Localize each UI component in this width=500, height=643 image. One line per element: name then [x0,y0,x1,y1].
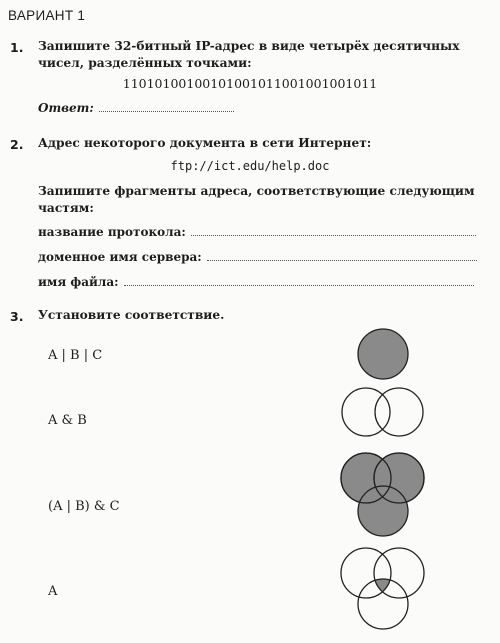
field-filename-label: имя файла: [38,275,119,289]
venn-two-circles-empty-icon [333,385,473,445]
circle-a [358,329,408,379]
task-2-instr-line-1: Запишите фрагменты адреса, соответствующие следующим [38,184,475,198]
expression-3: (A | B) & C [48,499,120,514]
task-2-number: 2. [10,137,24,152]
answer-field[interactable] [99,111,234,112]
task-1-line-2: чисел, разделённых точками: [38,56,252,70]
field-protocol-label: название протокола: [38,225,186,239]
binary-ip: 11010100100101001011001001001011 [122,76,378,91]
circle-a [342,388,390,436]
venn-three-circles-union-filled-icon [333,448,473,548]
field-filename-input[interactable] [124,285,474,286]
expression-1: A | B | C [48,348,103,363]
task-1-number: 1. [10,40,24,55]
variant-title: ВАРИАНТ 1 [8,8,86,23]
circle-c [358,486,408,536]
expression-2: A & B [48,413,87,428]
answer-row [38,101,234,115]
circle-b [374,548,424,598]
circle-b [375,388,423,436]
task-2-instruction [38,183,493,217]
task-3-question: Установите соответствие. [38,308,225,322]
task-3-number: 3. [10,309,24,324]
field-domain-input[interactable] [207,260,477,261]
document-url: ftp://ict.edu/help.doc [170,159,330,173]
venn-three-circles-center-filled-icon [333,543,473,643]
field-protocol-input[interactable] [191,235,476,236]
circle-a [341,548,391,598]
task-1-line-1: Запишите 32-битный IP-адрес в виде четырёх десятичных [38,39,460,53]
task-1-question [38,38,493,72]
field-protocol [38,225,476,239]
task-2-instr-line-2: частям: [38,201,94,215]
field-domain-label: доменное имя сервера: [38,250,202,264]
field-filename [38,275,474,289]
answer-label: Ответ: [38,101,94,115]
expression-4: A [48,584,58,599]
field-domain [38,250,477,264]
task-2-question: Адрес некоторого документа в сети Интернет: [38,136,372,150]
